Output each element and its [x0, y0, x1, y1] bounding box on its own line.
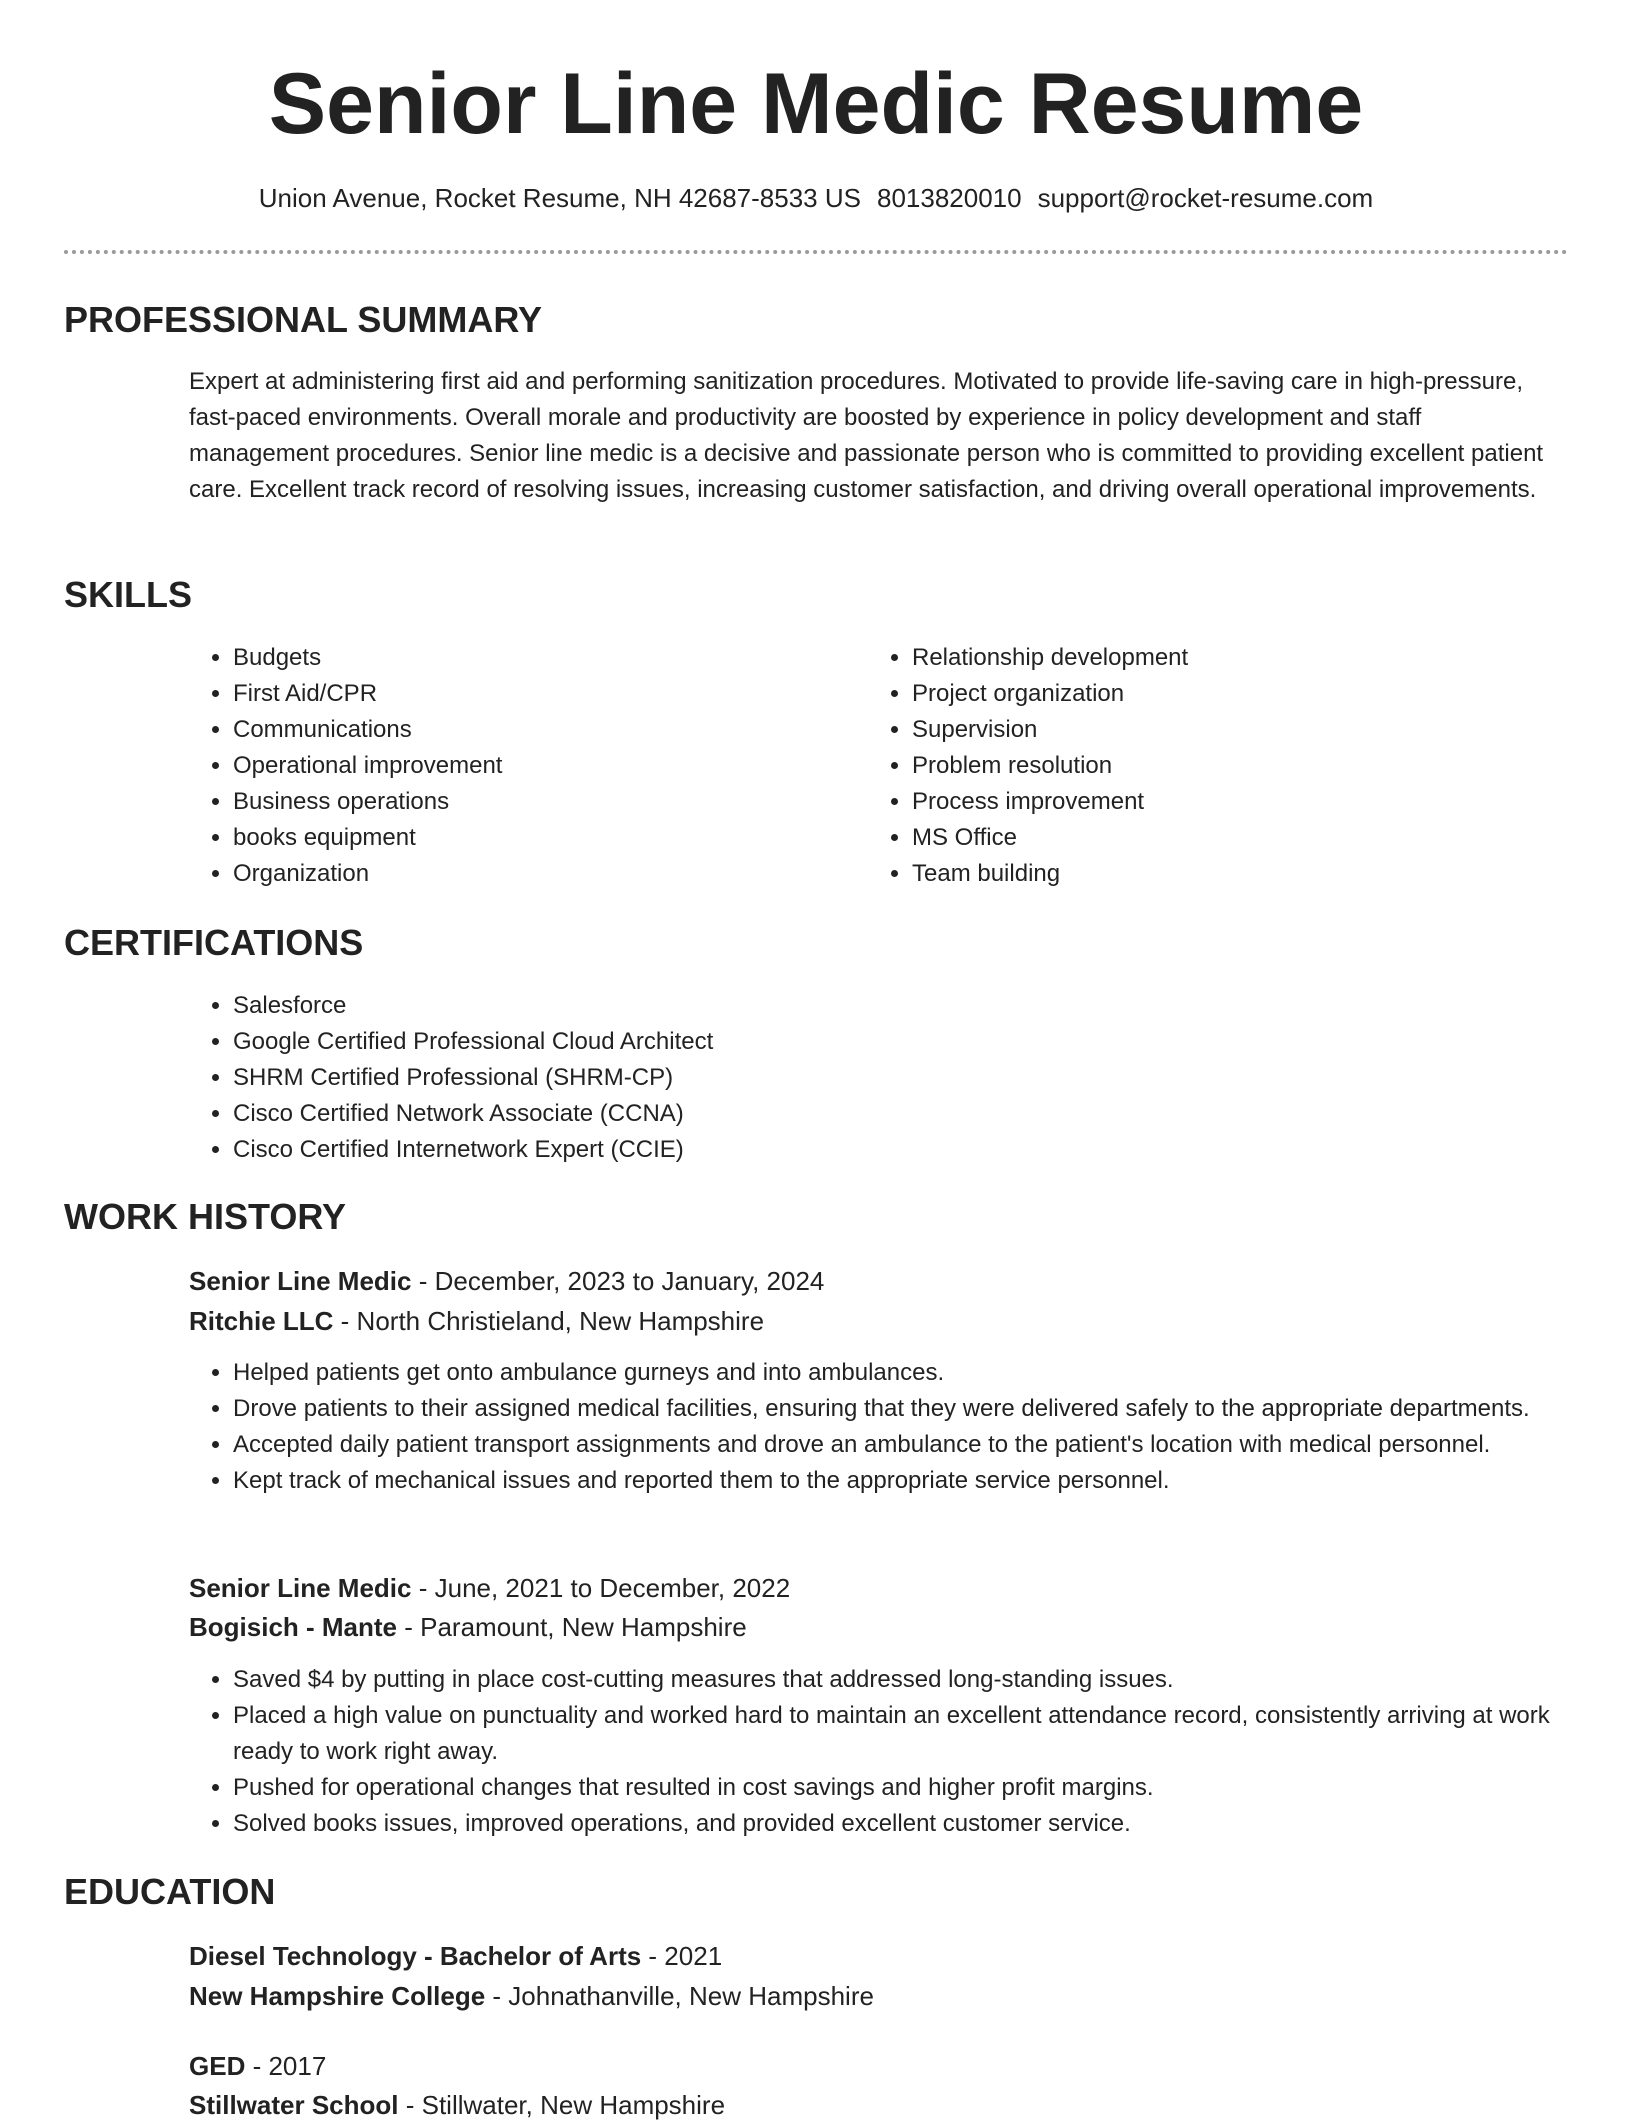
education-school: Stillwater School	[189, 2090, 399, 2120]
job-1-company-line	[189, 1302, 764, 1340]
job-bullet: • Placed a high value on punctuality and worked hard to maintain an excellent attendance record, consistently arriving at work ready to work right away.	[233, 1698, 1603, 1770]
contact-address: Union Avenue, Rocket Resume, NH 42687-8533 US	[258, 183, 861, 213]
certification-item: • Google Certified Professional Cloud Architect	[233, 1024, 1533, 1060]
job-bullet: • Kept track of mechanical issues and reported them to the appropriate service personnel.	[233, 1463, 1603, 1499]
job-bullet: • Drove patients to their assigned medical facilities, ensuring that they were delivered safely to the appropriate departments.	[233, 1391, 1603, 1427]
education-2-school-line	[189, 2086, 725, 2124]
education-1-degree-line	[189, 1937, 722, 1975]
skills-list-left	[189, 640, 833, 892]
skill-item: • Supervision	[912, 712, 1512, 748]
education-degree: GED	[189, 2051, 246, 2081]
skill-item: • MS Office	[912, 820, 1512, 856]
certification-item: • Salesforce	[233, 988, 1533, 1024]
summary-heading: PROFESSIONAL SUMMARY	[64, 299, 543, 340]
header-divider	[64, 250, 1568, 254]
work-history-heading: WORK HISTORY	[64, 1196, 347, 1237]
skill-item: • Organization	[233, 856, 833, 892]
job-2-bullets	[189, 1662, 1603, 1842]
education-year: - 2021	[641, 1941, 723, 1971]
job-2-company-line	[189, 1608, 747, 1646]
education-2-degree-line	[189, 2047, 326, 2085]
job-bullet: • Saved $4 by putting in place cost-cutting measures that addressed long-standing issues.	[233, 1662, 1603, 1698]
education-location: - Stillwater, New Hampshire	[398, 2090, 726, 2120]
job-dates: - December, 2023 to January, 2024	[411, 1266, 825, 1296]
education-degree: Diesel Technology - Bachelor of Arts	[189, 1941, 642, 1971]
job-1-bullets	[189, 1355, 1603, 1499]
skill-item: • Team building	[912, 856, 1512, 892]
skill-item: • Communications	[233, 712, 833, 748]
contact-email: support@rocket-resume.com	[1037, 183, 1374, 213]
job-bullet: • Helped patients get onto ambulance gurneys and into ambulances.	[233, 1355, 1603, 1391]
job-company: Bogisich - Mante	[189, 1612, 398, 1642]
skill-item: • Problem resolution	[912, 748, 1512, 784]
skill-item: • First Aid/CPR	[233, 676, 833, 712]
skill-item: • books equipment	[233, 820, 833, 856]
skill-item: • Project organization	[912, 676, 1512, 712]
summary-text: Expert at administering first aid and performing sanitization procedures. Motivated to provide life-saving care in high-pressure, fast-paced environments. Overall morale and productivity are boosted by experience in policy development and staff management procedures. Senior line medic is a decisive and passionate person who is committed to providing excellent patient care. Excellent track record of resolving issues, increasing customer satisfaction, and driving overall operational improvements.	[189, 368, 1544, 503]
skill-item: • Budgets	[233, 640, 833, 676]
education-school: New Hampshire College	[189, 1981, 486, 2011]
education-1-school-line	[189, 1977, 874, 2015]
job-2-title-line	[189, 1569, 790, 1607]
certifications-heading: CERTIFICATIONS	[64, 922, 364, 963]
job-bullet: • Solved books issues, improved operations, and provided excellent customer service.	[233, 1806, 1603, 1842]
skills-heading: SKILLS	[64, 574, 193, 615]
job-location: - Paramount, New Hampshire	[397, 1612, 747, 1642]
skill-item: • Process improvement	[912, 784, 1512, 820]
job-bullet: • Accepted daily patient transport assignments and drove an ambulance to the patient's location with medical personnel.	[233, 1427, 1603, 1463]
certifications-list	[189, 988, 1533, 1168]
certification-item: • Cisco Certified Internetwork Expert (CCIE)	[233, 1132, 1533, 1168]
education-year: - 2017	[245, 2051, 327, 2081]
education-location: - Johnathanville, New Hampshire	[485, 1981, 874, 2011]
skill-item: • Operational improvement	[233, 748, 833, 784]
resume-title: Senior Line Medic Resume	[268, 56, 1364, 152]
skill-item: • Business operations	[233, 784, 833, 820]
job-dates: - June, 2021 to December, 2022	[411, 1573, 791, 1603]
education-heading: EDUCATION	[64, 1871, 276, 1912]
skills-list-right	[868, 640, 1512, 892]
certification-item: • SHRM Certified Professional (SHRM-CP)	[233, 1060, 1533, 1096]
job-1-title-line	[189, 1262, 824, 1300]
skill-item: • Relationship development	[912, 640, 1512, 676]
job-company: Ritchie LLC	[189, 1306, 334, 1336]
job-title: Senior Line Medic	[189, 1573, 412, 1603]
certification-item: • Cisco Certified Network Associate (CCNA)	[233, 1096, 1533, 1132]
contact-line	[0, 180, 1632, 216]
job-title: Senior Line Medic	[189, 1266, 412, 1296]
contact-phone: 8013820010	[876, 183, 1022, 213]
job-bullet: • Pushed for operational changes that resulted in cost savings and higher profit margins.	[233, 1770, 1603, 1806]
job-location: - North Christieland, New Hampshire	[333, 1306, 765, 1336]
